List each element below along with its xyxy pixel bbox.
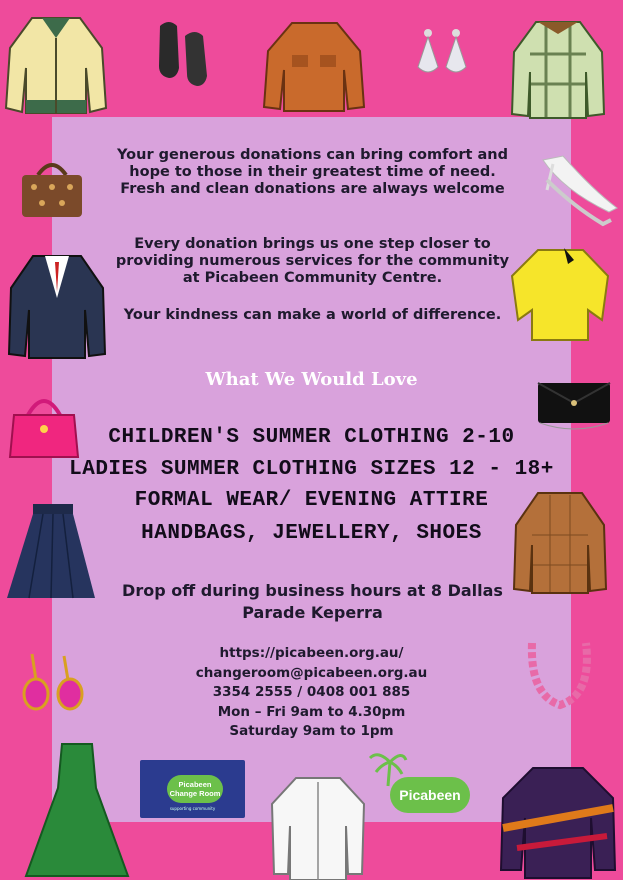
intro-paragraph-3: Your kindness can make a world of difference. [123,307,502,323]
change-room-logo [140,760,245,818]
skirt-icon [3,500,98,605]
intro-paragraph-1: Your generous donations can bring comfort and hope to those in their greatest time of need. Fresh and clean donations are always welcome [116,147,508,197]
shoes-icon [155,18,215,88]
change-room-logo-text: Picabeen Change Room [167,775,223,803]
wishlist-heading: What We Would Love [205,369,418,390]
shirt-icon [268,770,368,880]
email-link[interactable]: changeroom@picabeen.org.au [195,664,428,681]
website-link[interactable]: https://picabeen.org.au/ [219,645,404,661]
contact-block [0,644,623,742]
plaid-jacket-icon [508,14,608,124]
wishlist-item: CHILDREN'S SUMMER CLOTHING 2-10 [108,426,515,449]
wishlist-item: HANDBAGS, JEWELLERY, SHOES [141,522,482,545]
pink-handbag-icon [8,385,83,465]
saturday-hours: Saturday 9am to 1pm [229,723,394,739]
picabeen-logo: Picabeen [390,777,470,813]
phone-numbers: 3354 2555 / 0408 001 885 [212,684,411,700]
green-dress-icon [22,738,132,878]
handbag-icon [18,155,86,220]
intro-paragraph-2: Every donation brings us one step closer to providing numerous services for the community at Picabeen Community Centre. [115,236,510,286]
wishlist-item: LADIES SUMMER CLOTHING SIZES 12 - 18+ [69,458,554,481]
bomber-jacket-icon [2,8,110,118]
sweater-icon [497,758,619,880]
wishlist-item: FORMAL WEAR/ EVENING ATTIRE [134,489,489,512]
change-room-tagline: supporting community [169,806,216,811]
weekday-hours: Mon – Fri 9am to 4.30pm [217,703,406,720]
blazer-icon [5,248,110,363]
earrings-icon [412,25,472,80]
heels-icon [533,150,621,228]
yellow-blouse-icon [508,240,613,345]
leather-jacket-icon [262,15,367,115]
dropoff-info: Drop off during business hours at 8 Dallas Parade Keperra [122,581,503,622]
